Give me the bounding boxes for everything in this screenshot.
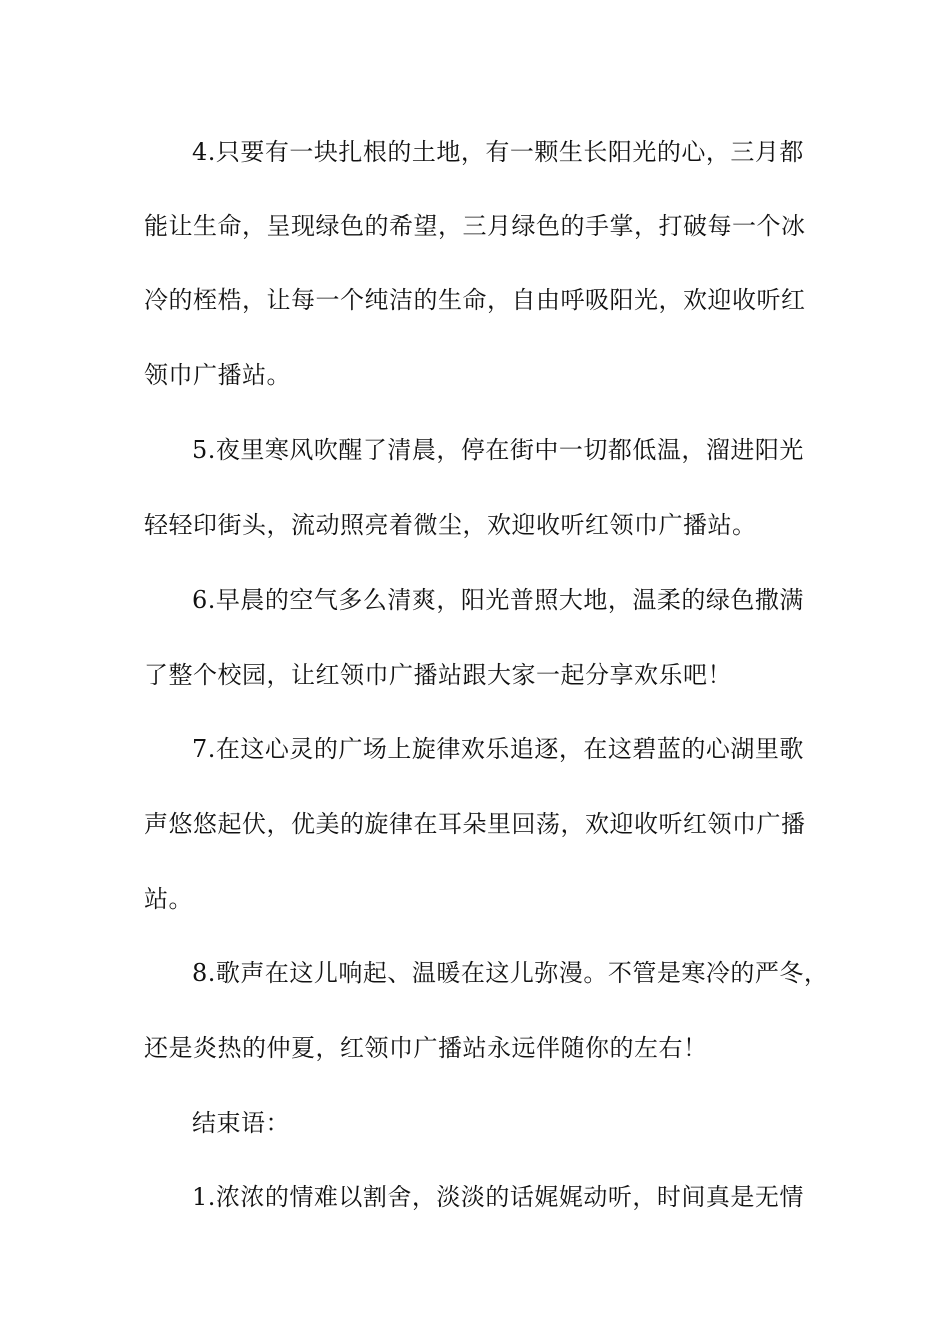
paragraph-5-line-1: 5.夜里寒风吹醒了清晨，停在街中一切都低温，溜进阳光	[192, 436, 804, 464]
paragraph-5-line-2: 轻轻印街头，流动照亮着微尘，欢迎收听红领巾广播站。	[144, 511, 757, 539]
paragraph-4-line-1: 4.只要有一块扎根的土地，有一颗生长阳光的心，三月都	[192, 138, 804, 166]
paragraph-4-line-2: 能让生命，呈现绿色的希望，三月绿色的手掌，打破每一个冰	[144, 212, 806, 240]
paragraph-6-line-2: 了整个校园，让红领巾广播站跟大家一起分享欢乐吧！	[144, 661, 732, 689]
paragraph-6-line-1: 6.早晨的空气多么清爽，阳光普照大地，温柔的绿色撒满	[192, 586, 804, 614]
closing-heading: 结束语：	[192, 1109, 290, 1137]
closing-paragraph-1-line-1: 1.浓浓的情难以割舍，淡淡的话娓娓动听，时间真是无情	[192, 1183, 804, 1211]
paragraph-8-line-2: 还是炎热的仲夏，红领巾广播站永远伴随你的左右！	[144, 1034, 708, 1062]
paragraph-4-line-3: 冷的桎梏，让每一个纯洁的生命，自由呼吸阳光，欢迎收听红	[144, 286, 806, 314]
paragraph-4-line-4: 领巾广播站。	[144, 361, 291, 389]
paragraph-7-line-2: 声悠悠起伏，优美的旋律在耳朵里回荡，欢迎收听红领巾广播	[144, 810, 806, 838]
paragraph-7-line-3: 站。	[144, 885, 193, 913]
paragraph-8-line-1: 8.歌声在这儿响起、温暖在这儿弥漫。不管是寒冷的严冬，	[192, 959, 829, 987]
paragraph-7-line-1: 7.在这心灵的广场上旋律欢乐追逐，在这碧蓝的心湖里歌	[192, 735, 804, 763]
